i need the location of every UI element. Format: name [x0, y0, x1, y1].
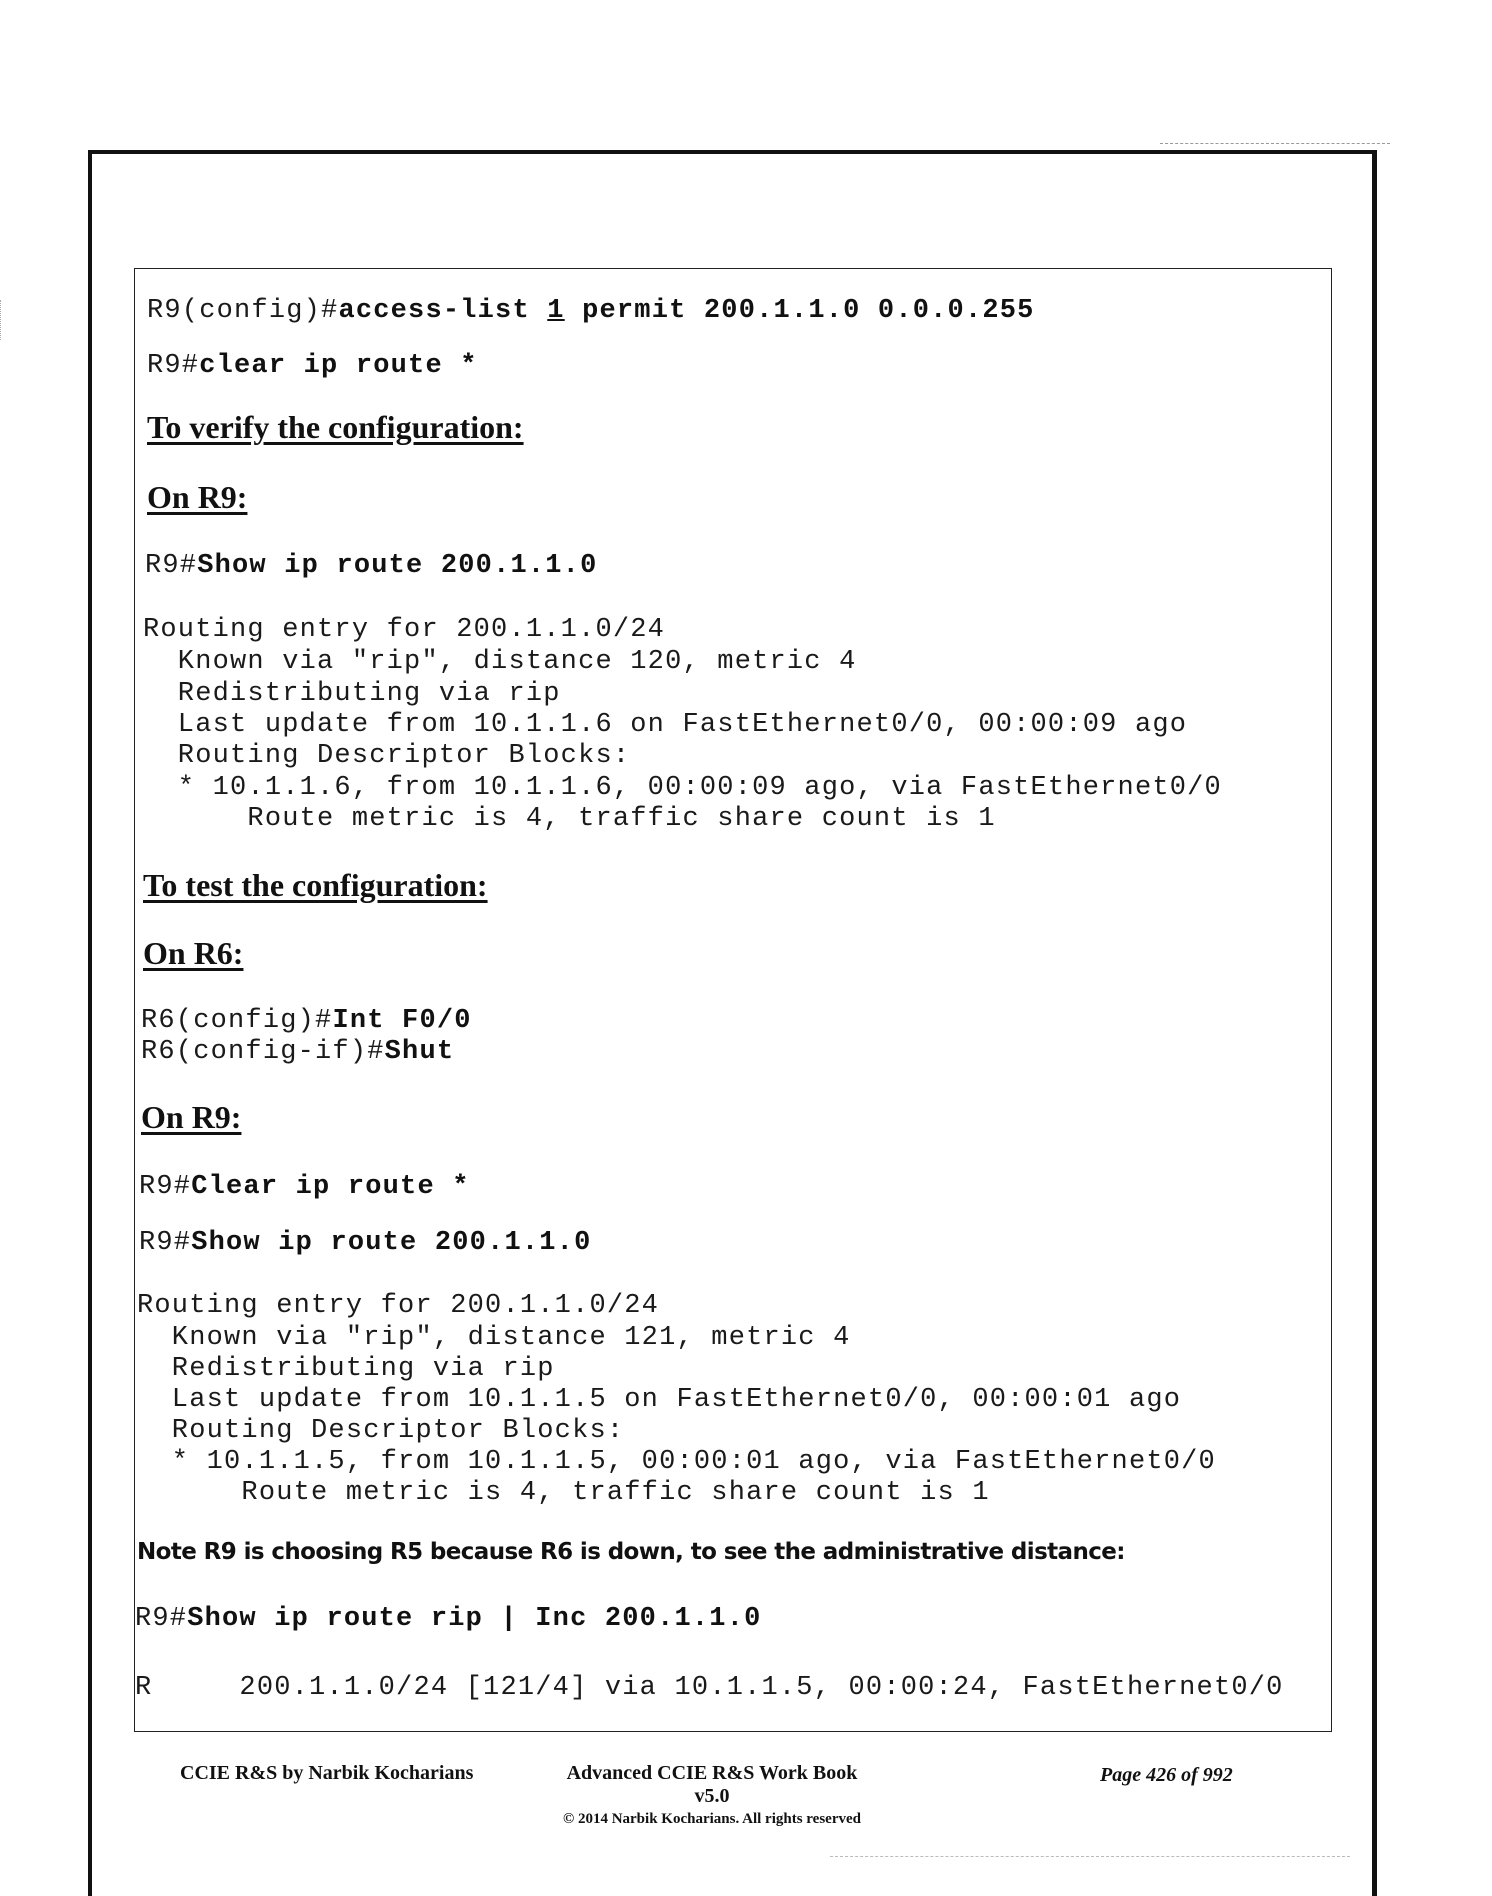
output-line: Routing Descriptor Blocks: — [137, 1416, 625, 1446]
heading-test: To test the configuration: — [143, 867, 488, 903]
command-text: Show ip route 200.1.1.0 — [197, 551, 598, 581]
heading-on-r9-second: On R9: — [141, 1099, 242, 1135]
cmd-clear-ip-route — [147, 351, 478, 381]
footer-author: CCIE R&S by Narbik Kocharians — [180, 1762, 474, 1784]
footer-book-title: Advanced CCIE R&S Work Book v5.0 — [566, 1762, 858, 1807]
cmd-show-ip-route — [145, 551, 597, 581]
command-text: Shut — [384, 1037, 455, 1067]
cmd-int-f0-0 — [141, 1006, 472, 1036]
prompt: R9# — [135, 1604, 188, 1634]
command-text: Int F0/0 — [332, 1006, 472, 1036]
output-line: Last update from 10.1.1.6 on FastEthernet0/0, 00:00:09 ago — [143, 710, 1188, 740]
footer-page-number: Page 426 of 992 — [1100, 1764, 1233, 1786]
command-text: Clear ip route * — [191, 1172, 470, 1202]
output-line: * 10.1.1.5, from 10.1.1.5, 00:00:01 ago, via FastEthernet0/0 — [137, 1447, 1216, 1477]
output-line: Routing Descriptor Blocks: — [143, 741, 631, 771]
cmd-access-list — [147, 296, 1035, 326]
output-line: * 10.1.1.6, from 10.1.1.6, 00:00:09 ago, via FastEthernet0/0 — [143, 773, 1222, 803]
prompt: R9# — [147, 351, 200, 381]
command-keyword: access-list — [338, 296, 548, 326]
command-text: clear ip route * — [199, 351, 478, 381]
command-args: permit 200.1.1.0 0.0.0.255 — [564, 296, 1035, 326]
heading-on-r9: On R9: — [147, 479, 248, 515]
output-line: Route metric is 4, traffic share count is 1 — [137, 1478, 990, 1508]
output-line: Routing entry for 200.1.1.0/24 — [137, 1291, 660, 1321]
output-line: Routing entry for 200.1.1.0/24 — [143, 615, 666, 645]
cmd-clear-ip-route-2 — [139, 1172, 470, 1202]
scan-artifact-left — [0, 300, 3, 340]
prompt: R9(config)# — [147, 296, 339, 326]
footer-center — [562, 1762, 862, 1828]
prompt: R9# — [145, 551, 198, 581]
output-line: Redistributing via rip — [143, 679, 561, 709]
output-line: Known via "rip", distance 120, metric 4 — [143, 647, 857, 677]
note-text: Note R9 is choosing R5 because R6 is down, to see the administrative distance: — [137, 1539, 1125, 1565]
prompt: R6(config)# — [141, 1006, 333, 1036]
cmd-shut — [141, 1037, 454, 1067]
scan-artifact-top — [1160, 143, 1390, 145]
output-line: R 200.1.1.0/24 [121/4] via 10.1.1.5, 00:00:24, FastEthernet0/0 — [135, 1673, 1284, 1703]
output-line: Route metric is 4, traffic share count is 1 — [143, 804, 996, 834]
output-line: Last update from 10.1.1.5 on FastEthernet0/0, 00:00:01 ago — [137, 1385, 1182, 1415]
output-line: Redistributing via rip — [137, 1354, 555, 1384]
command-text: Show ip route 200.1.1.0 — [191, 1228, 592, 1258]
acl-number: 1 — [547, 296, 565, 326]
prompt: R9# — [139, 1228, 192, 1258]
heading-verify: To verify the configuration: — [147, 409, 524, 445]
cmd-show-ip-route-rip — [135, 1604, 762, 1634]
prompt: R6(config-if)# — [141, 1037, 385, 1067]
command-text: Show ip route rip | Inc 200.1.1.0 — [187, 1604, 762, 1634]
content-box — [134, 268, 1332, 1732]
output-line: Known via "rip", distance 121, metric 4 — [137, 1323, 851, 1353]
cmd-show-ip-route-2 — [139, 1228, 591, 1258]
prompt: R9# — [139, 1172, 192, 1202]
heading-on-r6: On R6: — [143, 935, 244, 971]
footer-copyright: © 2014 Narbik Kocharians. All rights reserved — [562, 1811, 861, 1827]
